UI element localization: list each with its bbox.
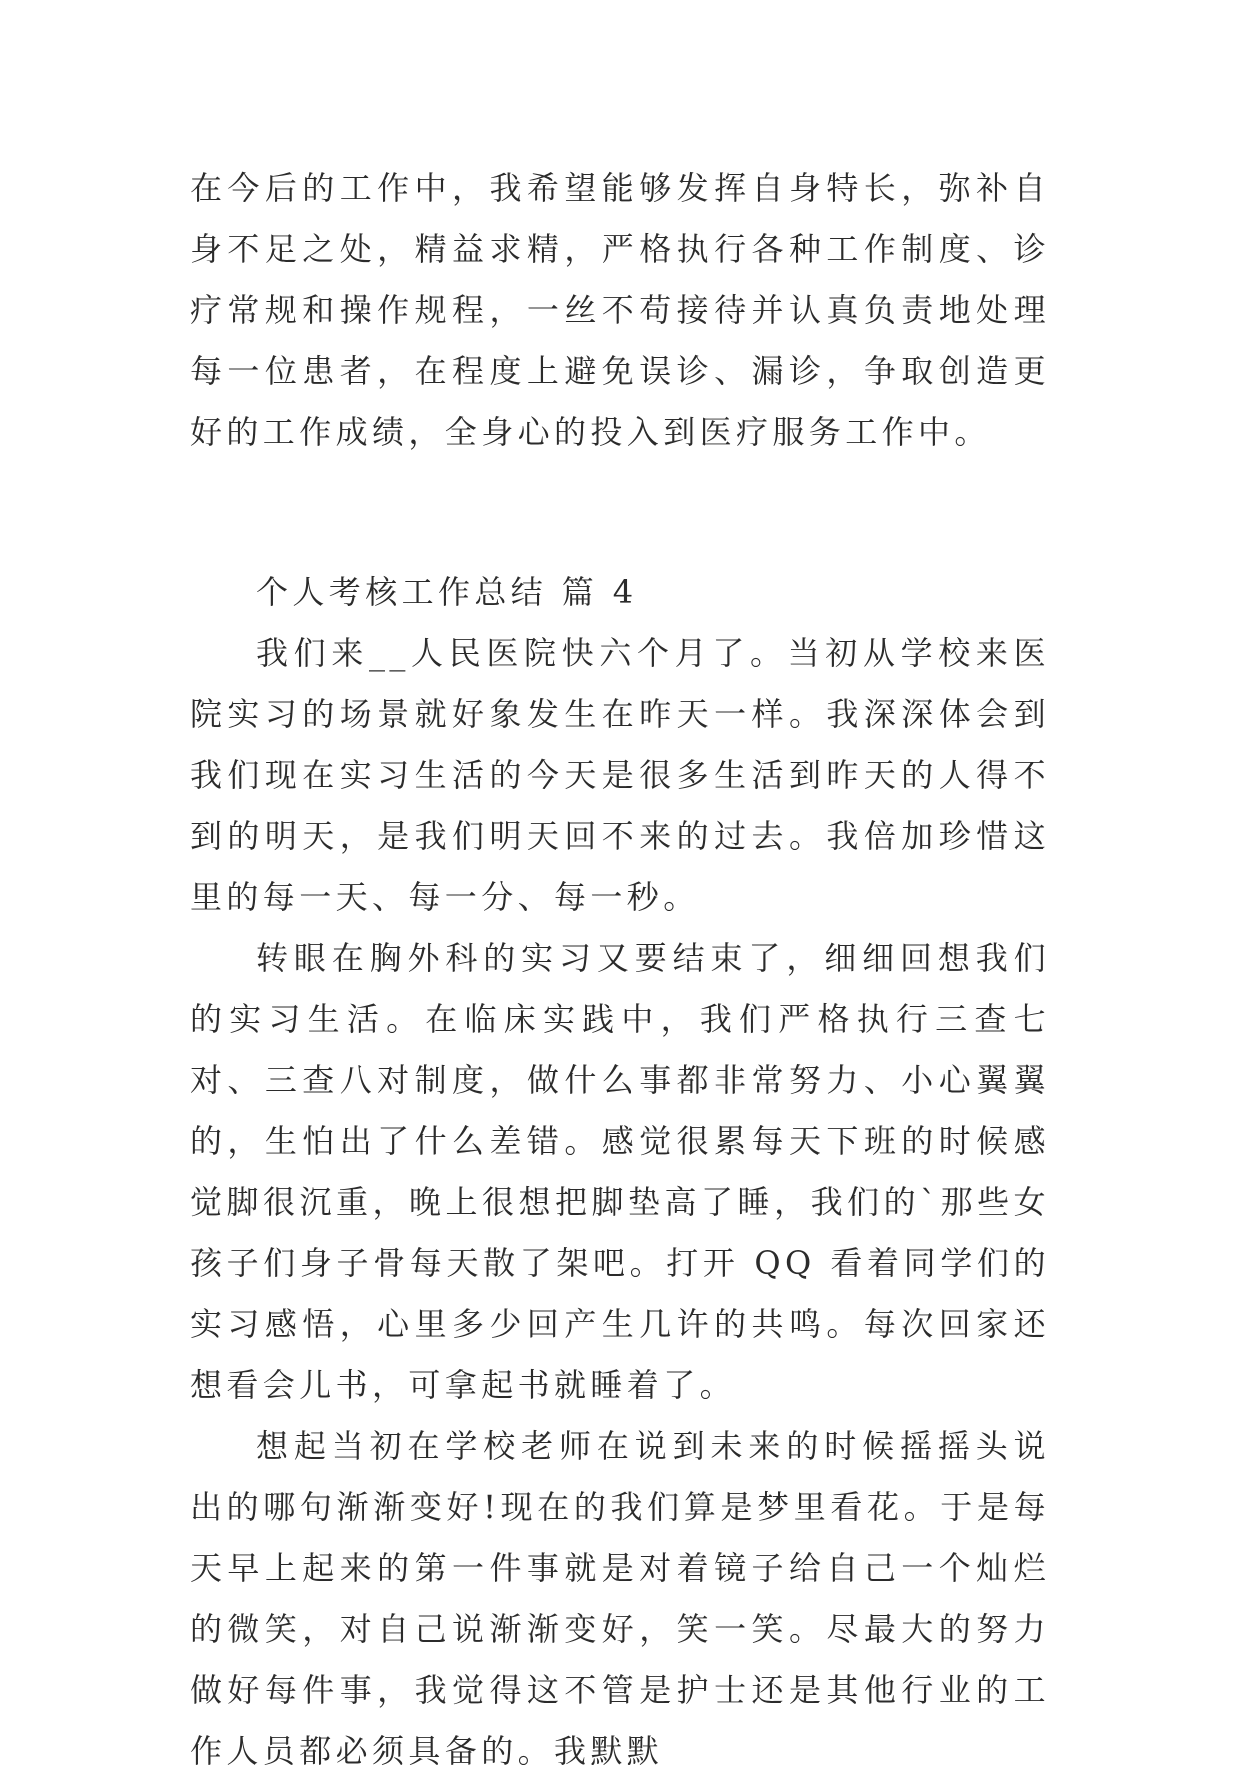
body-paragraph-3: 想起当初在学校老师在说到未来的时候摇摇头说出的哪句渐渐变好!现在的我们算是梦里看花。于是每天早上起来的第一件事就是对着镜子给自己一个灿烂的微笑，对自己说渐渐变好，笑一笑。尽最大的努力做好每件事，我觉得这不管是护士还是其他行业的工作人员都必须具备的。我默默 [190, 1427, 1050, 1770]
section-heading: 个人考核工作总结 篇 4 [256, 573, 638, 611]
intro-paragraph: 在今后的工作中，我希望能够发挥自身特长，弥补自身不足之处，精益求精，严格执行各种工作制度、诊疗常规和操作规程，一丝不苟接待并认真负责地处理每一位患者，在程度上避免误诊、漏诊，争取创造更好的工作成绩，全身心的投入到医疗服务工作中。 [190, 169, 1050, 451]
body-paragraph-1: 我们来__人民医院快六个月了。当初从学校来医院实习的场景就好象发生在昨天一样。我深深体会到我们现在实习生活的今天是很多生活到昨天的人得不到的明天，是我们明天回不来的过去。我倍加珍惜这里的每一天、每一分、每一秒。 [190, 634, 1050, 916]
document-body [190, 158, 1050, 1782]
body-paragraph-2: 转眼在胸外科的实习又要结束了，细细回想我们的实习生活。在临床实践中，我们严格执行三查七对、三查八对制度，做什么事都非常努力、小心翼翼的，生怕出了什么差错。感觉很累每天下班的时候感觉脚很沉重，晚上很想把脚垫高了睡，我们的`那些女孩子们身子骨每天散了架吧。打开 QQ 看着同学们的实习感悟，心里多少回产生几许的共鸣。每次回家还想看会儿书，可拿起书就睡着了。 [190, 939, 1050, 1404]
